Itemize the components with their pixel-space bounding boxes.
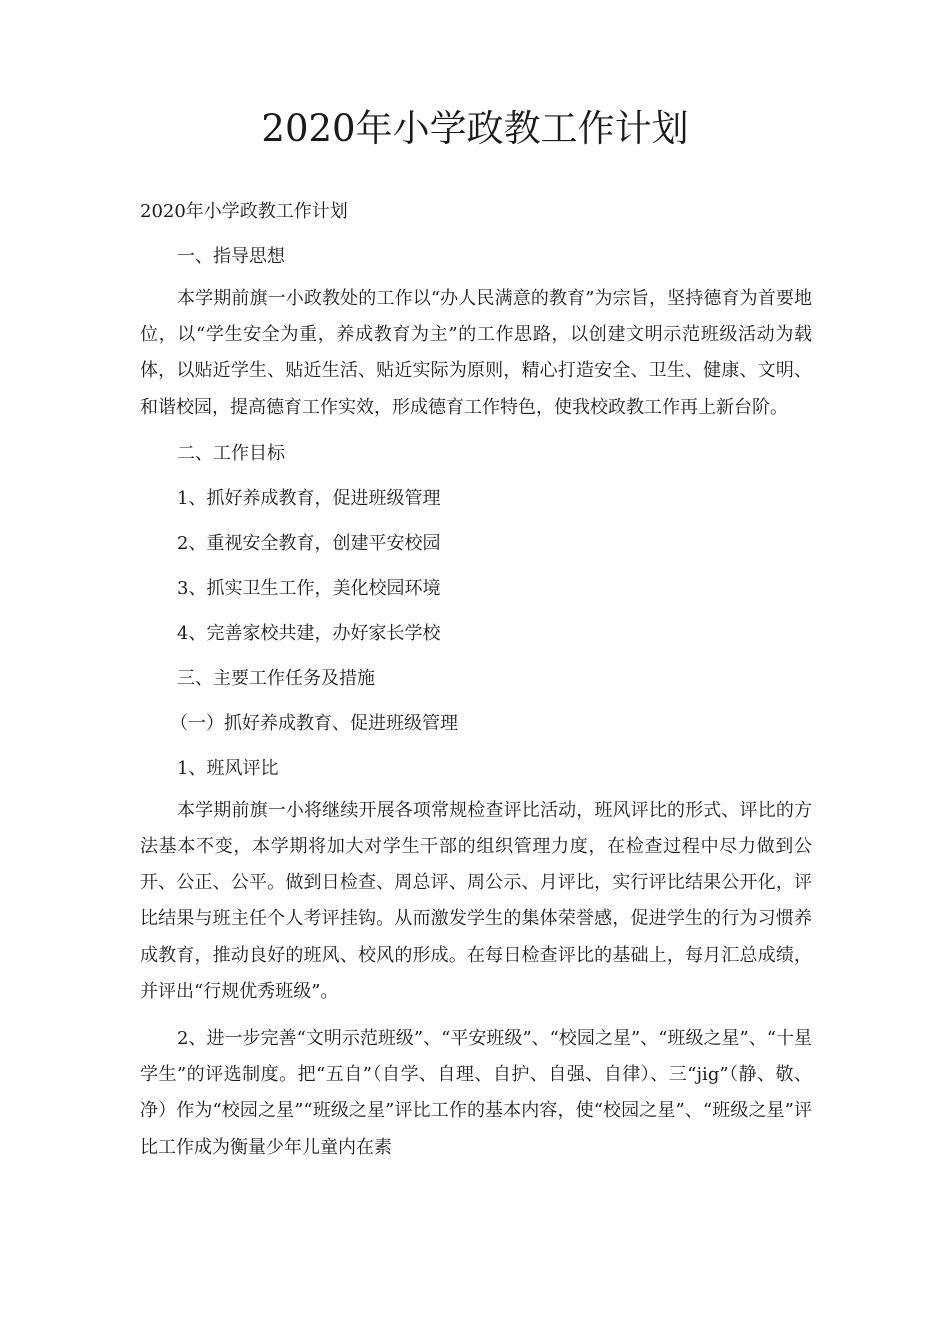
item-heading-class-style-evaluation: 1、班风评比 xyxy=(177,757,279,779)
section-heading-work-goals: 二、工作目标 xyxy=(177,442,285,464)
subsection-heading-habit-education: （一）抓好养成教育、促进班级管理 xyxy=(170,712,458,734)
section-heading-guiding-ideology: 一、指导思想 xyxy=(177,246,285,267)
paragraph-guiding-ideology: 本学期前旗一小政教处的工作以“办人民满意的教育”为宗旨，坚持德育为首要地位，以“学生安全为重，养成教育为主”的工作思路，以创建文明示范班级活动为载体，以贴近学生、贴近生活、贴近实际为原则，精心打造安全、卫生、健康、文明、和谐校园，提高德育工作实效，形成德育工作特色，使我校政教工作再上新台阶。 xyxy=(140,288,812,418)
paragraph-evaluation-system: 2、进一步完善“文明示范班级”、“平安班级”、“校园之星”、“班级之星”、“十星学生”的评选制度。把“五自”（自学、自理、自护、自强、自律）、三“jig”（静、敬、净）作为“校园之星”“班级之星”评比工作的基本内容，使“校园之星”、“班级之星”评比工作成为衡量少年儿童内在素 xyxy=(140,1028,812,1158)
document-body xyxy=(140,195,812,1177)
paragraph-class-style-evaluation: 本学期前旗一小将继续开展各项常规检查评比活动，班风评比的形式、评比的方法基本不变，本学期将加大对学生干部的组织管理力度，在检查过程中尽力做到公开、公正、公平。做到日检查、周总评、周公示、月评比，实行评比结果公开化，评比结果与班主任个人考评挂钩。从而激发学生的集体荣誉感，促进学生的行为习惯养成教育，推动良好的班风、校风的形成。在每日检查评比的基础上，每月汇总成绩，并评出“行规优秀班级”。 xyxy=(140,799,812,1002)
goal-item: 3、抓实卫生工作，美化校园环境 xyxy=(177,577,441,599)
section-heading-main-tasks: 三、主要工作任务及措施 xyxy=(177,667,375,689)
goal-item: 1、抓好养成教育，促进班级管理 xyxy=(177,487,441,509)
goal-item: 4、完善家校共建，办好家长学校 xyxy=(177,622,441,644)
document-subtitle: 2020年小学政教工作计划 xyxy=(140,201,348,222)
document-title: 2020年小学政教工作计划 xyxy=(261,107,689,150)
goal-item: 2、重视安全教育，创建平安校园 xyxy=(177,532,441,554)
